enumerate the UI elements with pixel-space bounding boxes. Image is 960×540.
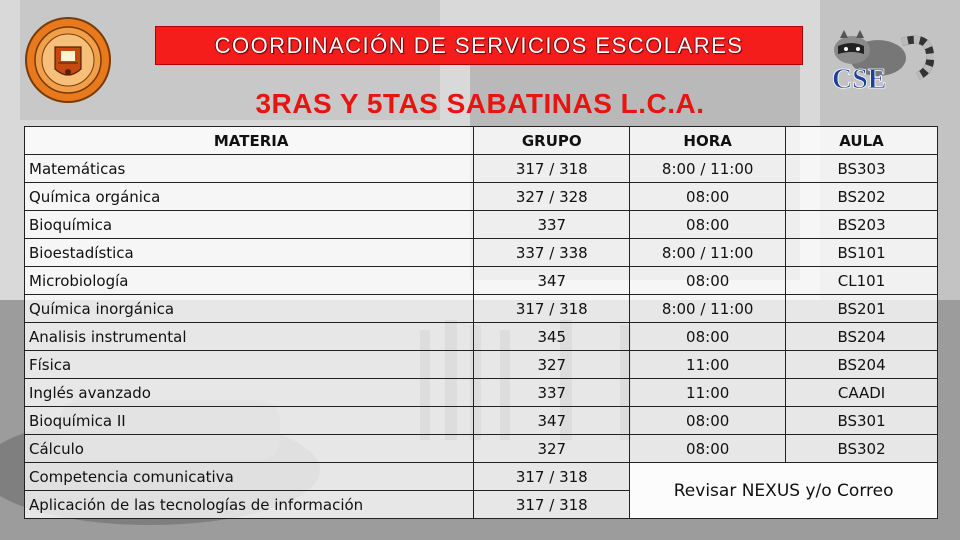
table-row-special [25,463,938,491]
cell-grupo: 327 / 328 [474,183,630,211]
cell-aula: BS204 [786,323,938,351]
schedule-subtitle: 3RAS Y 5TAS SABATINAS L.C.A. [255,88,705,119]
cell-grupo: 327 [474,351,630,379]
cell-aula: BS302 [786,435,938,463]
cell-materia: Aplicación de las tecnologías de información [25,491,474,519]
table-header-row [25,127,938,155]
cell-aula: BS202 [786,183,938,211]
cell-aula: BS301 [786,407,938,435]
cell-materia: Bioquímica [25,211,474,239]
cell-aula: BS203 [786,211,938,239]
cse-raccoon-logo [818,24,934,98]
cell-grupo: 337 [474,211,630,239]
table-row [25,267,938,295]
cell-materia: Química inorgánica [25,295,474,323]
cell-grupo: 317 / 318 [474,295,630,323]
table-row [25,351,938,379]
cell-aula: BS201 [786,295,938,323]
cell-materia: Cálculo [25,435,474,463]
banner-title: COORDINACIÓN DE SERVICIOS ESCOLARES [214,32,744,58]
table-row [25,183,938,211]
cell-grupo: 317 / 318 [474,463,630,491]
cell-hora: 08:00 [630,211,786,239]
cell-materia: Bioestadística [25,239,474,267]
cell-grupo: 337 / 338 [474,239,630,267]
header-aula: AULA [786,127,938,155]
cell-hora: 8:00 / 11:00 [630,295,786,323]
table-row [25,435,938,463]
cell-hora: 08:00 [630,183,786,211]
cell-hora: 11:00 [630,379,786,407]
schedule-table [24,126,938,519]
header-grupo: GRUPO [474,127,630,155]
cell-grupo: 337 [474,379,630,407]
table-row [25,407,938,435]
cell-materia: Química orgánica [25,183,474,211]
cell-hora: 08:00 [630,407,786,435]
header-hora: HORA [630,127,786,155]
cse-logo-text: CSE [832,64,887,95]
cell-grupo: 345 [474,323,630,351]
cell-hora: 8:00 / 11:00 [630,239,786,267]
table-row [25,211,938,239]
cell-hora: 08:00 [630,267,786,295]
cell-aula: BS204 [786,351,938,379]
cell-materia: Microbiología [25,267,474,295]
cell-materia: Competencia comunicativa [25,463,474,491]
table-row [25,155,938,183]
title-banner [155,26,803,65]
cell-grupo: 317 / 318 [474,155,630,183]
cell-materia: Inglés avanzado [25,379,474,407]
nexus-note: Revisar NEXUS y/o Correo [630,463,938,519]
cell-materia: Matemáticas [25,155,474,183]
table-row [25,379,938,407]
cell-hora: 08:00 [630,435,786,463]
cell-aula: CL101 [786,267,938,295]
cell-aula: BS101 [786,239,938,267]
cell-materia: Física [25,351,474,379]
header-materia: MATERIA [25,127,474,155]
cell-hora: 11:00 [630,351,786,379]
cell-grupo: 317 / 318 [474,491,630,519]
table-row [25,295,938,323]
cell-grupo: 327 [474,435,630,463]
cell-aula: CAADI [786,379,938,407]
cell-hora: 8:00 / 11:00 [630,155,786,183]
cell-materia: Analisis instrumental [25,323,474,351]
cell-grupo: 347 [474,267,630,295]
cell-hora: 08:00 [630,323,786,351]
cell-aula: BS303 [786,155,938,183]
cell-grupo: 347 [474,407,630,435]
table-row [25,239,938,267]
table-row [25,323,938,351]
cell-materia: Bioquímica II [25,407,474,435]
